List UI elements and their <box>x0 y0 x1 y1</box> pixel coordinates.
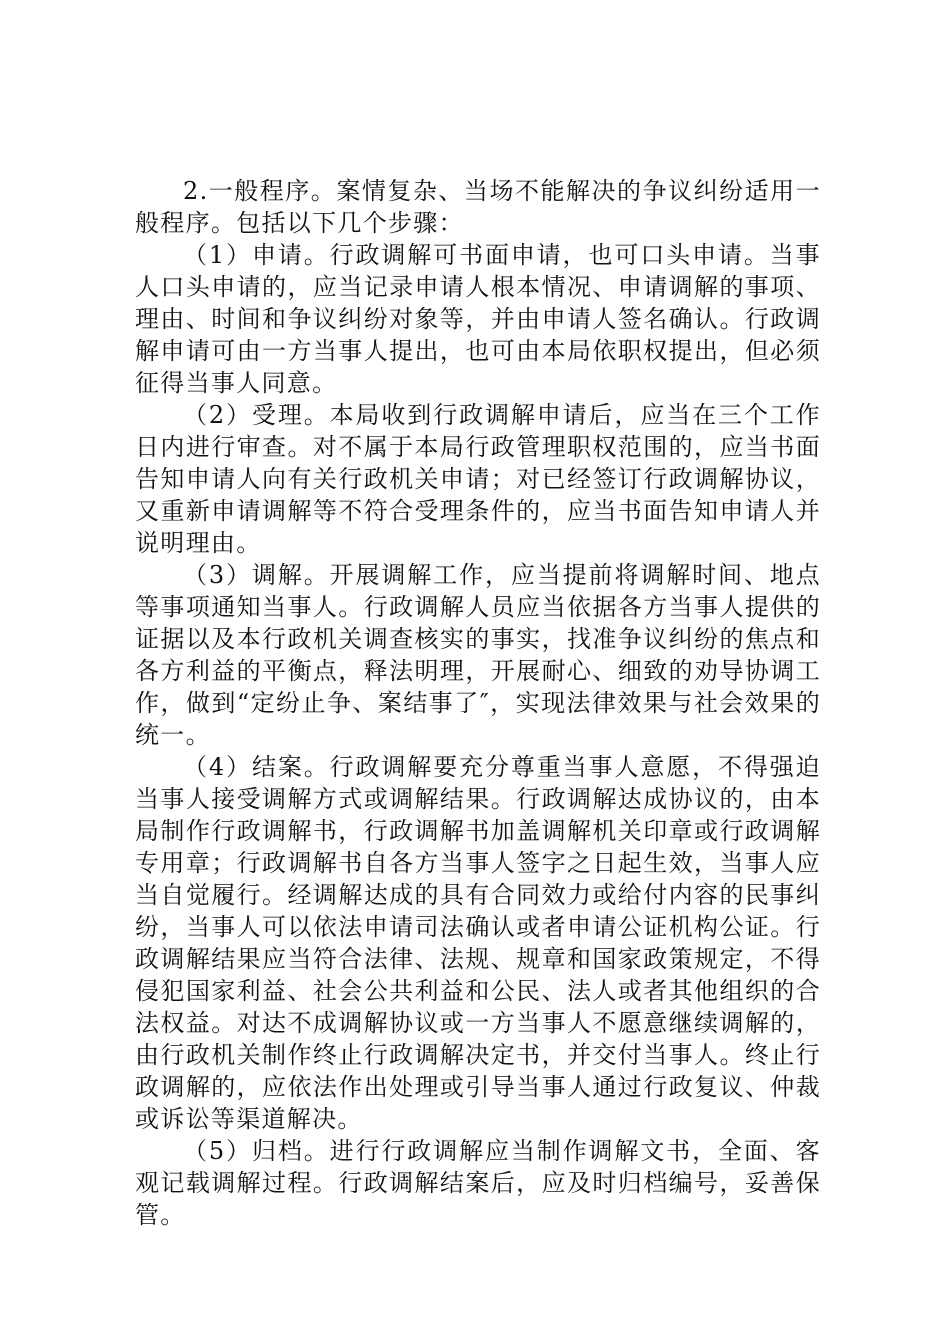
paragraph-closing: （4）结案。行政调解要充分尊重当事人意愿，不得强迫当事人接受调解方式或调解结果。行政调解达成协议的，由本局制作行政调解书，行政调解书加盖调解机关印章或行政调解专用章；行政调解书自各方当事人签字之日起生效，当事人应当自觉履行。经调解达成的具有合同效力或给付内容的民事纠纷，当事人可以依法申请司法确认或者申请公证机构公证。行政调解结果应当符合法律、法规、规章和国家政策规定，不得侵犯国家利益、社会公共利益和公民、法人或者其他组织的合法权益。对达不成调解协议或一方当事人不愿意继续调解的，由行政机关制作终止行政调解决定书，并交付当事人。终止行政调解的，应依法作出处理或引导当事人通过行政复议、仲裁或诉讼等渠道解决。 <box>135 753 821 1133</box>
paragraph-acceptance: （2）受理。本局收到行政调解申请后，应当在三个工作日内进行审查。对不属于本局行政管理职权范围的，应当书面告知申请人向有关行政机关申请；对已经签订行政调解协议，又重新申请调解等不符合受理条件的，应当书面告知申请人并说明理由。 <box>135 401 821 557</box>
paragraph-general-procedure: 2.一般程序。案情复杂、当场不能解决的争议纠纷适用一般程序。包括以下几个步骤： <box>135 177 821 237</box>
paragraph-application: （1）申请。行政调解可书面申请，也可口头申请。当事人口头申请的，应当记录申请人根本情况、申请调解的事项、理由、时间和争议纠纷对象等，并由申请人签名确认。行政调解申请可由一方当事人提出，也可由本局依职权提出，但必须征得当事人同意。 <box>135 241 821 397</box>
paragraph-archiving: （5）归档。进行行政调解应当制作调解文书，全面、客观记载调解过程。行政调解结案后，应及时归档编号，妥善保管。 <box>135 1137 821 1229</box>
document-body <box>135 175 821 1231</box>
paragraph-mediation: （3）调解。开展调解工作，应当提前将调解时间、地点等事项通知当事人。行政调解人员应当依据各方当事人提供的证据以及本行政机关调查核实的事实，找准争议纠纷的焦点和各方利益的平衡点，释法明理，开展耐心、细致的劝导协调工作，做到“定纷止争、案结事了″，实现法律效果与社会效果的统一。 <box>135 561 821 749</box>
